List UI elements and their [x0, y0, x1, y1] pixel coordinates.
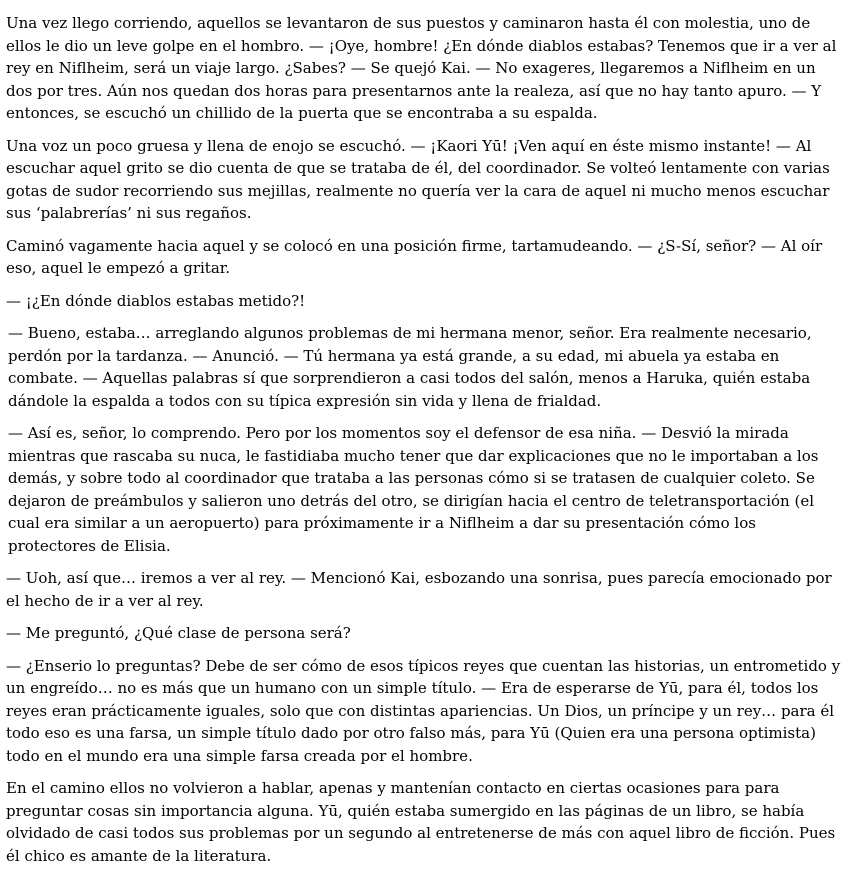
paragraph-9: — ¿Enserio lo preguntas? Debe de ser cómo de esos típicos reyes que cuentan las historias, un entrometido y un engreído… no es más que un humano con un simple título. — Era de esperarse de Yū, para él, todos los reyes eran prácticamente iguales, solo que con distintas apariencias. Un Dios, un príncipe y un rey… para él todo eso es una farsa, un simple título dado por otro falso más, para Yū (Quien era una persona optimista) todo en el mundo era una simple farsa creada por el hombre. — [6, 656, 841, 765]
paragraph-3: Caminó vagamente hacia aquel y se colocó en una posición firme, tartamudeando. — ¿S-Sí, señor? — Al oír eso, aquel le empezó a gritar. — [6, 236, 823, 277]
paragraph-6: — Así es, señor, lo comprendo. Pero por los momentos soy el defensor de esa niña. — Desvió la mirada mientras que rascaba su nuca, le fastidiaba mucho tener que dar explicaciones que no le importaban a los demás, y sobre todo al coordinador que trataba a las personas cómo si se tratasen de cualquier coleto. Se dejaron de preámbulos y salieron uno detrás del otro, se dirigían hacia el centro de teletransportación (el cual era similar a un aeropuerto) para próximamente ir a Niflheim a dar su presentación cómo los protectores de Elisia. — [8, 424, 819, 555]
paragraph-4: — ¡¿En dónde diablos estabas metido?! — [6, 291, 306, 310]
paragraph-2: Una voz un poco gruesa y llena de enojo se escuchó. — ¡Kaori Yū! ¡Ven aquí en éste mismo instante! — Al escuchar aquel grito se dio cuenta de que se trataba de él, del coordinador. Se volteó lentamente con varias gotas de sudor recorriendo sus mejillas, realmente no quería ver la cara de aquel ni mucho menos escuchar sus ‘palabrerías’ ni sus regaños. — [6, 136, 830, 222]
paragraph-10: En el camino ellos no volvieron a hablar, apenas y mantenían contacto en ciertas ocasiones para para preguntar cosas sin importancia alguna. Yū, quién estaba sumergido en las páginas de un libro, se había olvidado de casi todos sus problemas por un segundo al entretenerse de más con aquel libro de ficción. Pues él chico es amante de la literatura. — [6, 779, 836, 865]
paragraph-5: — Bueno, estaba… arreglando algunos problemas de mi hermana menor, señor. Era realmente necesario, perdón por la tardanza. — Anunció. — Tú hermana ya está grande, a su edad, mi abuela ya estaba en combate. — Aquellas palabras sí que sorprendieron a casi todos del salón, menos a Haruka, quién estaba dándole la espalda a todos con su típica expresión sin vida y llena de frialdad. — [8, 324, 812, 410]
paragraph-7: — Uoh, así que… iremos a ver al rey. — Mencionó Kai, esbozando una sonrisa, pues parecía emocionado por el hecho de ir a ver al rey. — [6, 569, 832, 610]
paragraph-1: Una vez llego corriendo, aquellos se levantaron de sus puestos y caminaron hasta él con molestia, uno de ellos le dio un leve golpe en el hombro. — ¡Oye, hombre! ¿En dónde diablos estabas? Tenemos que ir a ver al rey en Niflheim, será un viaje largo. ¿Sabes? — Se quejó Kai. — No exageres, llegaremos a Niflheim en un dos por tres. Aún nos quedan dos horas para presentarnos ante la realeza, así que no hay tanto apuro. — Y entonces, se escuchó un chillido de la puerta que se encontraba a su espalda. — [6, 14, 837, 122]
paragraph-8: — Me preguntó, ¿Qué clase de persona será? — [6, 624, 351, 642]
